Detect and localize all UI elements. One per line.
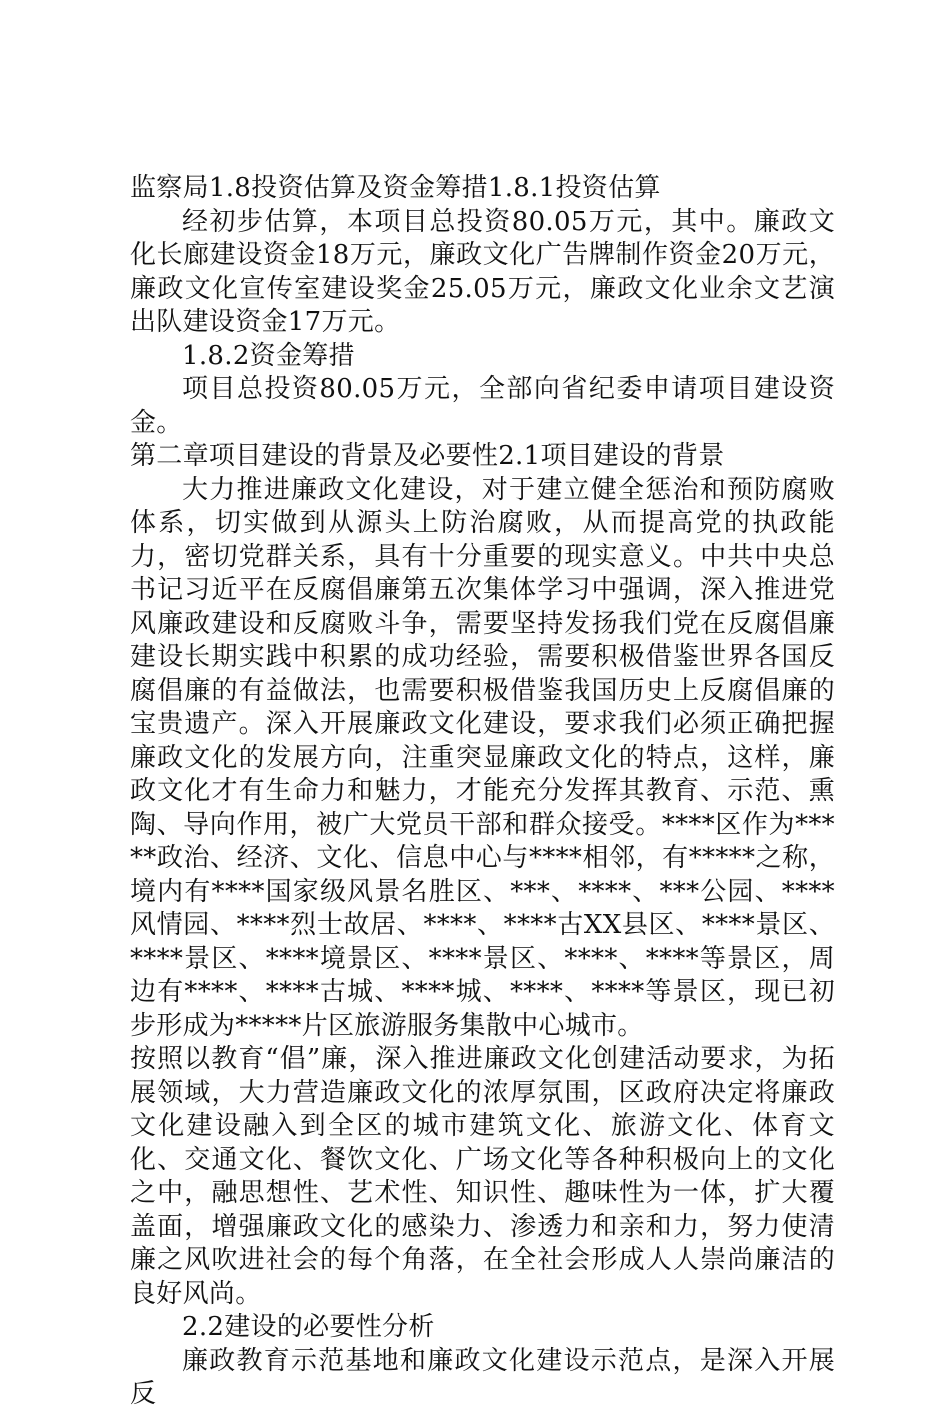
paragraph-necessity: 廉政教育示范基地和廉政文化建设示范点，是深入开展反 — [130, 1345, 835, 1409]
paragraph-education: 按照以教育“倡”廉，深入推进廉政文化创建活动要求，为拓展领域，大力营造廉政文化的浓厚氛围，区政府决定将廉政文化建设融入到全区的城市建筑文化、旅游文化、体育文化、交通文化、餐饮文化、广场文化等各种积极向上的文化之中，融思想性、艺术性、知识性、趣味性为一体，扩大覆盖面，增强廉政文化的感染力、渗透力和亲和力，努力使清廉之风吹进社会的每个角落，在全社会形成人人崇尚廉洁的良好风尚。 — [130, 1044, 835, 1309]
document-body — [130, 172, 835, 1412]
paragraph-background: 大力推进廉政文化建设，对于建立健全惩治和预防腐败体系，切实做到从源头上防治腐败，从而提高党的执政能力，密切党群关系，具有十分重要的现实意义。中共中央总书记习近平在反腐倡廉第五次集体学习中强调，深入推进党风廉政建设和反腐败斗争，需要坚持发扬我们党在反腐倡廉建设长期实践中积累的成功经验，需要积极借鉴世界各国反腐倡廉的有益做法，也需要积极借鉴我国历史上反腐倡廉的宝贵遗产。深入开展廉政文化建设，要求我们必须正确把握廉政文化的发展方向，注重突显廉政文化的特点，这样，廉政文化才有生命力和魅力，才能充分发挥其教育、示范、熏陶、导向作用，被广大党员干部和群众接受。****区作为*****政治、经济、文化、信息中心与****相邻，有*****之称，境内有****国家级风景名胜区、***、****、***公园、****风情园、****烈士故居、****、****古XX县区、****景区、****景区、****境景区、****景区、****、****等景区，周边有****、****古城、****城、****、****等景区，现已初步形成为*****片区旅游服务集散中心城市。 — [130, 474, 835, 1041]
paragraph-investment-estimate: 经初步估算，本项目总投资80.05万元，其中。廉政文化长廊建设资金18万元，廉政文化广告牌制作资金20万元，廉政文化宣传室建设奖金25.05万元，廉政文化业余文艺演出队建设资金17万元。 — [130, 206, 835, 337]
chapter-heading-2: 第二章项目建设的背景及必要性2.1项目建设的背景 — [130, 441, 725, 471]
section-heading-1-8: 监察局1.8投资估算及资金筹措1.8.1投资估算 — [130, 173, 661, 203]
subsection-heading-1-8-2: 1.8.2资金筹措 — [182, 340, 355, 371]
paragraph-fund-raising: 项目总投资80.05万元，全部向省纪委申请项目建设资金。 — [130, 374, 835, 438]
subsection-heading-2-2: 2.2建设的必要性分析 — [182, 1312, 435, 1342]
